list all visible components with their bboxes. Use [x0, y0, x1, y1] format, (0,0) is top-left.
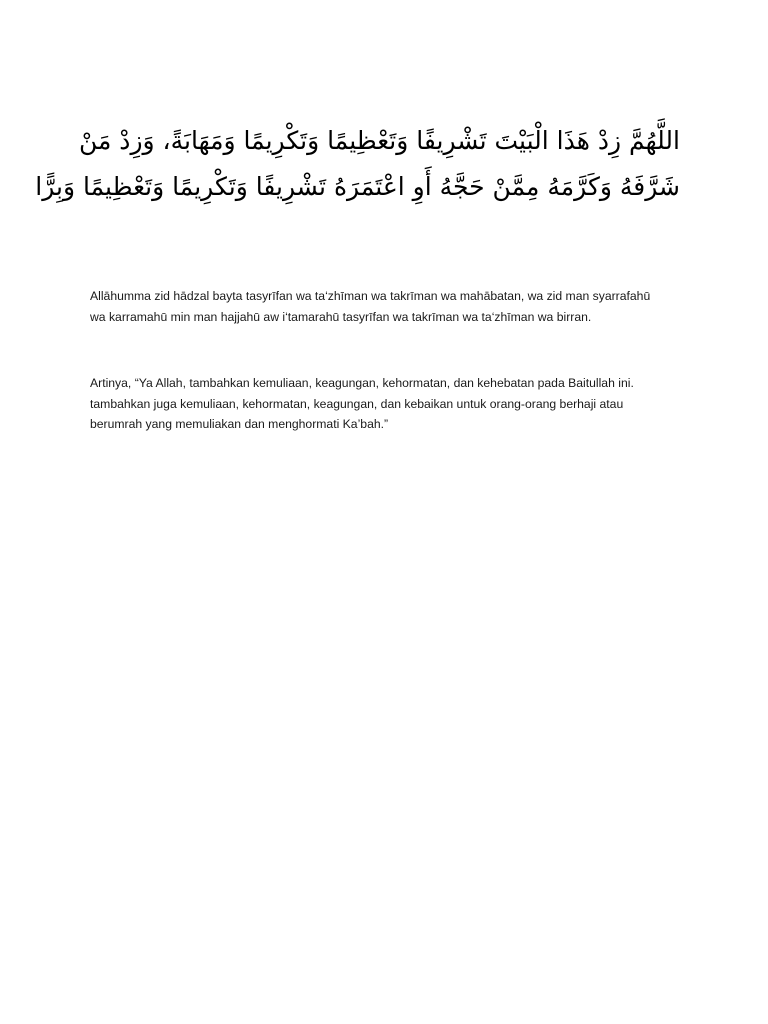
arabic-prayer-line-1: اللَّهُمَّ زِدْ هَذَا الْبَيْتَ تَشْرِيفًا وَتَعْظِيمًا وَتَكْرِيمًا وَمَهَابَةً، وَزِدْ مَنْ: [78, 126, 680, 155]
transliteration-line-1: Allāhumma zid hādzal bayta tasyrīfan wa ta‘zhīman wa takrīman wa mahābatan, wa zid man syarrafahū: [90, 289, 651, 303]
transliteration-line-2: wa karramahū min man hajjahū aw i‘tamarahū tasyrīfan wa takrīman wa ta‘zhīman wa birran.: [90, 309, 592, 324]
arabic-prayer-text: [35, 118, 680, 210]
transliteration-paragraph: [90, 286, 690, 327]
translation-line-2: tambahkan juga kemuliaan, kehormatan, keagungan, dan kebaikan untuk orang-orang berhaji atau: [90, 396, 624, 411]
translation-line-1: Artinya, “Ya Allah, tambahkan kemuliaan, keagungan, kehormatan, dan kehebatan pada Baitullah ini.: [90, 376, 634, 390]
translation-paragraph: [90, 373, 690, 435]
translation-line-3: berumrah yang memuliakan dan menghormati Ka’bah.”: [90, 417, 389, 431]
arabic-prayer-line-2: شَرَّفَهُ وَكَرَّمَهُ مِمَّنْ حَجَّهُ أَوِ اعْتَمَرَهُ تَشْرِيفًا وَتَكْرِيمًا وَتَعْظِيمًا وَبِرًّا: [35, 172, 680, 201]
